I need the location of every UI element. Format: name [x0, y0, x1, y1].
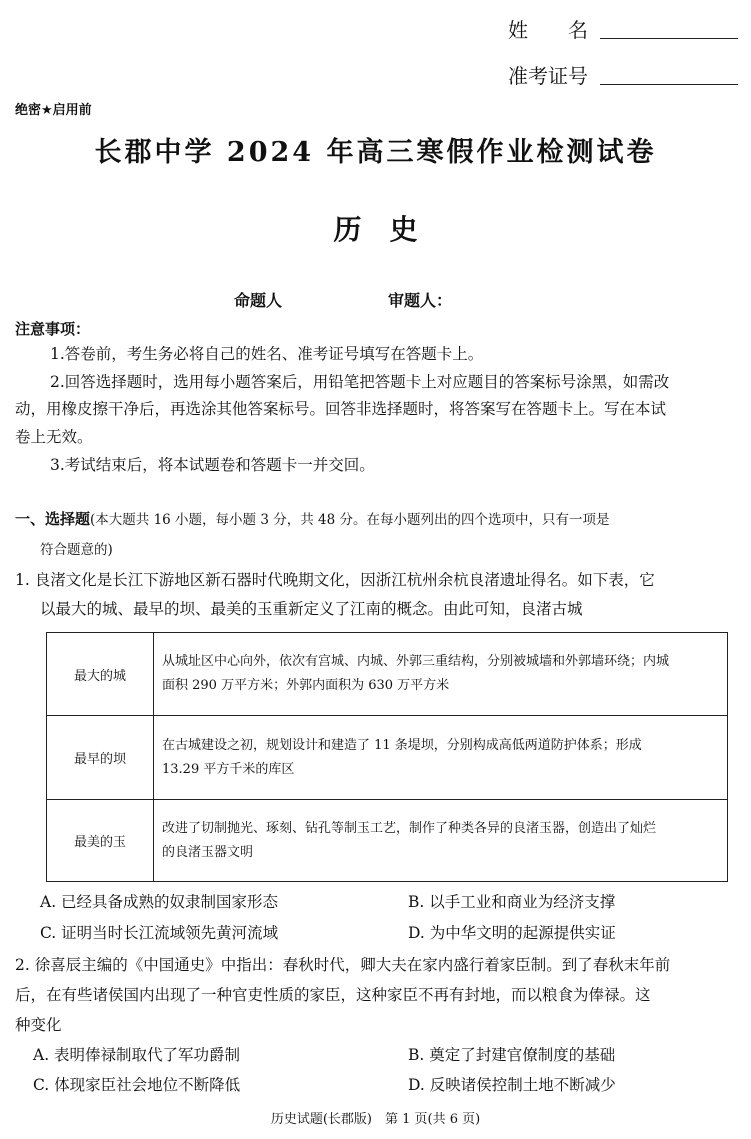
- option-d[interactable]: D. 反映诸侯控制土地不断减少: [408, 1076, 616, 1094]
- table-value-line: 13.29 平方千米的库区: [162, 761, 295, 777]
- option-a[interactable]: A. 已经具备成熟的奴隶制国家形态: [40, 893, 279, 911]
- option-d[interactable]: D. 为中华文明的起源提供实证: [408, 924, 616, 942]
- option-b[interactable]: B. 奠定了封建官僚制度的基础: [408, 1046, 616, 1064]
- exam-title: 长郡中学 2024 年高三寒假作业检测试卷: [94, 137, 657, 168]
- name-label: 姓 名: [508, 18, 588, 42]
- table-value-cell: [154, 633, 728, 716]
- table-value-cell: [154, 800, 728, 882]
- question-stem: 以最大的城、最早的坝、最美的玉重新定义了江南的概念。由此可知，良渚古城: [40, 600, 583, 618]
- confidential-mark: 绝密★启用前: [15, 103, 92, 118]
- section-description-cont: 符合题意的): [40, 542, 113, 558]
- ticket-number-label: 准考证号: [508, 64, 588, 88]
- table-value-line: 面积 290 万平方米；外郭内面积为 630 万平方米: [162, 678, 450, 693]
- note-item: 卷上无效。: [15, 428, 93, 446]
- table-key-cell: 最美的玉: [47, 800, 154, 882]
- table-row: [47, 716, 728, 800]
- question-stem: 2. 徐喜辰主编的《中国通史》中指出：春秋时代，卿大夫在家内盛行着家臣制。到了春秋末年前: [15, 956, 671, 974]
- note-item: 1.答卷前，考生务必将自己的姓名、准考证号填写在答题卡上。: [50, 345, 484, 363]
- table-key-cell: 最早的坝: [47, 716, 154, 800]
- notes-heading: 注意事项：: [15, 320, 91, 338]
- option-b[interactable]: B. 以手工业和商业为经济支撑: [408, 893, 616, 911]
- option-c[interactable]: C. 证明当时长江流域领先黄河流域: [40, 924, 279, 942]
- table-value-line: 的良渚玉器文明: [162, 844, 254, 860]
- note-item: 动，用橡皮擦干净后，再选涂其他答案标号。回答非选择题时，将答案写在答题卡上。写在本试: [15, 400, 667, 418]
- table-key-cell: 最大的城: [47, 633, 154, 716]
- section-heading-line: [15, 508, 609, 529]
- reviewer-label: 审题人：: [388, 291, 453, 310]
- liangzhu-table: [46, 632, 728, 882]
- table-row: [47, 633, 728, 716]
- table-value-line: 在古城建设之初，规划设计和建造了 11 条堤坝，分别构成高低两道防护体系；形成: [162, 737, 642, 753]
- table-value-line: 改进了切制抛光、琢刻、钻孔等制玉工艺，制作了种类各异的良渚玉器，创造出了灿烂: [162, 820, 657, 836]
- setter-label: 命题人: [234, 291, 283, 310]
- question-stem: 后，在有些诸侯国内出现了一种官吏性质的家臣，这种家臣不再有封地，而以粮食为俸禄。这: [15, 986, 651, 1004]
- note-item: 2.回答选择题时，选用每小题答案后，用铅笔把答题卡上对应题目的答案标号涂黑，如需改: [50, 373, 670, 391]
- option-c[interactable]: C. 体现家臣社会地位不断降低: [33, 1076, 241, 1094]
- note-item: 3.考试结束后，将本试题卷和答题卡一并交回。: [50, 456, 375, 474]
- section-title: 一、选择题: [15, 510, 91, 528]
- option-a[interactable]: A. 表明俸禄制取代了军功爵制: [33, 1046, 241, 1064]
- ticket-number-field[interactable]: [600, 62, 738, 85]
- question-stem: 种变化: [15, 1016, 62, 1034]
- name-field[interactable]: [600, 16, 738, 39]
- subject-title: 历史: [333, 213, 446, 246]
- table-value-cell: [154, 716, 728, 800]
- question-stem: 1. 良渚文化是长江下游地区新石器时代晚期文化，因浙江杭州余杭良渚遗址得名。如下表，它: [15, 571, 655, 589]
- table-row: [47, 800, 728, 882]
- section-description: (本大题共 16 小题，每小题 3 分，共 48 分。在每小题列出的四个选项中，只有一项是: [90, 512, 610, 528]
- page-footer: 历史试题(长郡版) 第 1 页(共 6 页): [270, 1112, 481, 1127]
- table-value-line: 从城址区中心向外，依次有宫城、内城、外郭三重结构，分别被城墙和外郭墙环绕；内城: [162, 654, 670, 669]
